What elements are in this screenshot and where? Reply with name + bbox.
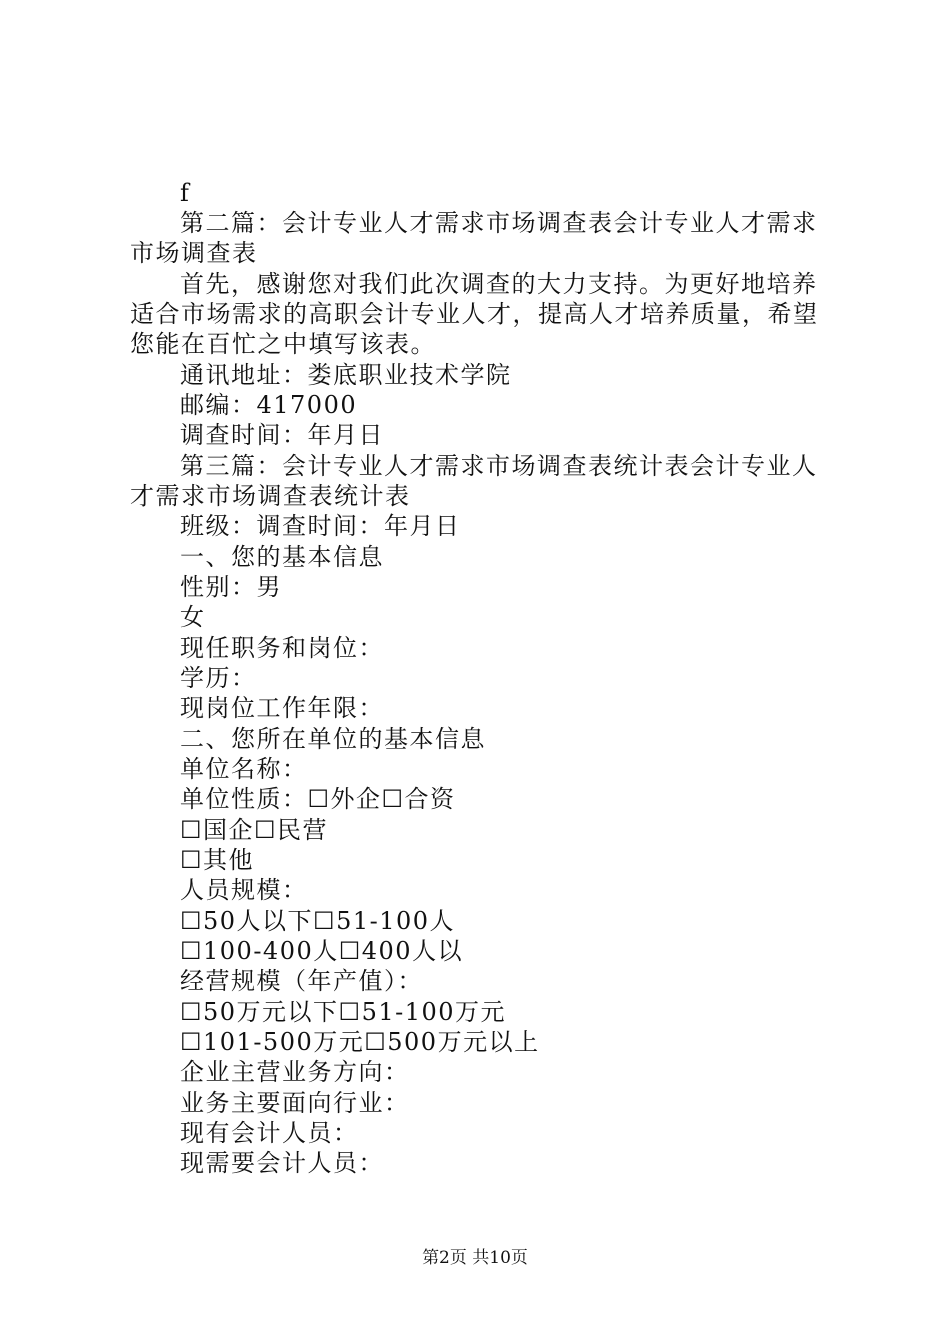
section-heading: 第三篇：会计专业人才需求市场调查表统计表会计专业人: [180, 452, 818, 480]
survey-date-line: 调查时间：年月日: [180, 421, 384, 449]
postcode-line: 邮编：417000: [180, 391, 358, 419]
form-field: 经营规模（年产值）：: [180, 967, 423, 995]
form-option: ☐50人以下☐51-100人: [180, 907, 456, 935]
form-field: 性别：男: [180, 573, 282, 601]
form-option: ☐国企☐民营: [180, 816, 329, 844]
form-option: ☐其他: [180, 846, 255, 874]
form-field: 现需要会计人员：: [180, 1149, 384, 1177]
section-heading-cont: 市场调查表: [130, 239, 258, 267]
text-line: f: [180, 179, 191, 207]
page-number-footer: 第2页 共10页: [422, 1248, 528, 1268]
paragraph-line: 适合市场需求的高职会计专业人才，提高人才培养质量，希望: [130, 300, 819, 328]
form-option: 女: [180, 603, 206, 631]
subheading: 一、您的基本信息: [180, 543, 384, 571]
form-field: 人员规模：: [180, 876, 308, 904]
section-heading: 第二篇：会计专业人才需求市场调查表会计专业人才需求: [180, 209, 818, 237]
form-option: ☐50万元以下☐51-100万元: [180, 998, 507, 1026]
subheading: 二、您所在单位的基本信息: [180, 725, 486, 753]
form-field: 业务主要面向行业：: [180, 1089, 410, 1117]
form-field: 现任职务和岗位：: [180, 634, 384, 662]
form-field: 单位名称：: [180, 755, 308, 783]
form-option: ☐101-500万元☐500万元以上: [180, 1028, 540, 1056]
form-field: 企业主营业务方向：: [180, 1058, 410, 1086]
address-line: 通讯地址：娄底职业技术学院: [180, 361, 512, 389]
form-field: 单位性质：☐外企☐合资: [180, 785, 456, 813]
class-line: 班级：调查时间：年月日: [180, 512, 461, 540]
section-heading-cont: 才需求市场调查表统计表: [130, 482, 411, 510]
paragraph-line: 您能在百忙之中填写该表。: [130, 330, 436, 358]
form-field: 学历：: [180, 664, 257, 692]
form-field: 现岗位工作年限：: [180, 694, 384, 722]
paragraph-line: 首先，感谢您对我们此次调查的大力支持。为更好地培养: [180, 270, 818, 298]
form-option: ☐100-400人☐400人以: [180, 937, 464, 965]
form-field: 现有会计人员：: [180, 1119, 359, 1147]
